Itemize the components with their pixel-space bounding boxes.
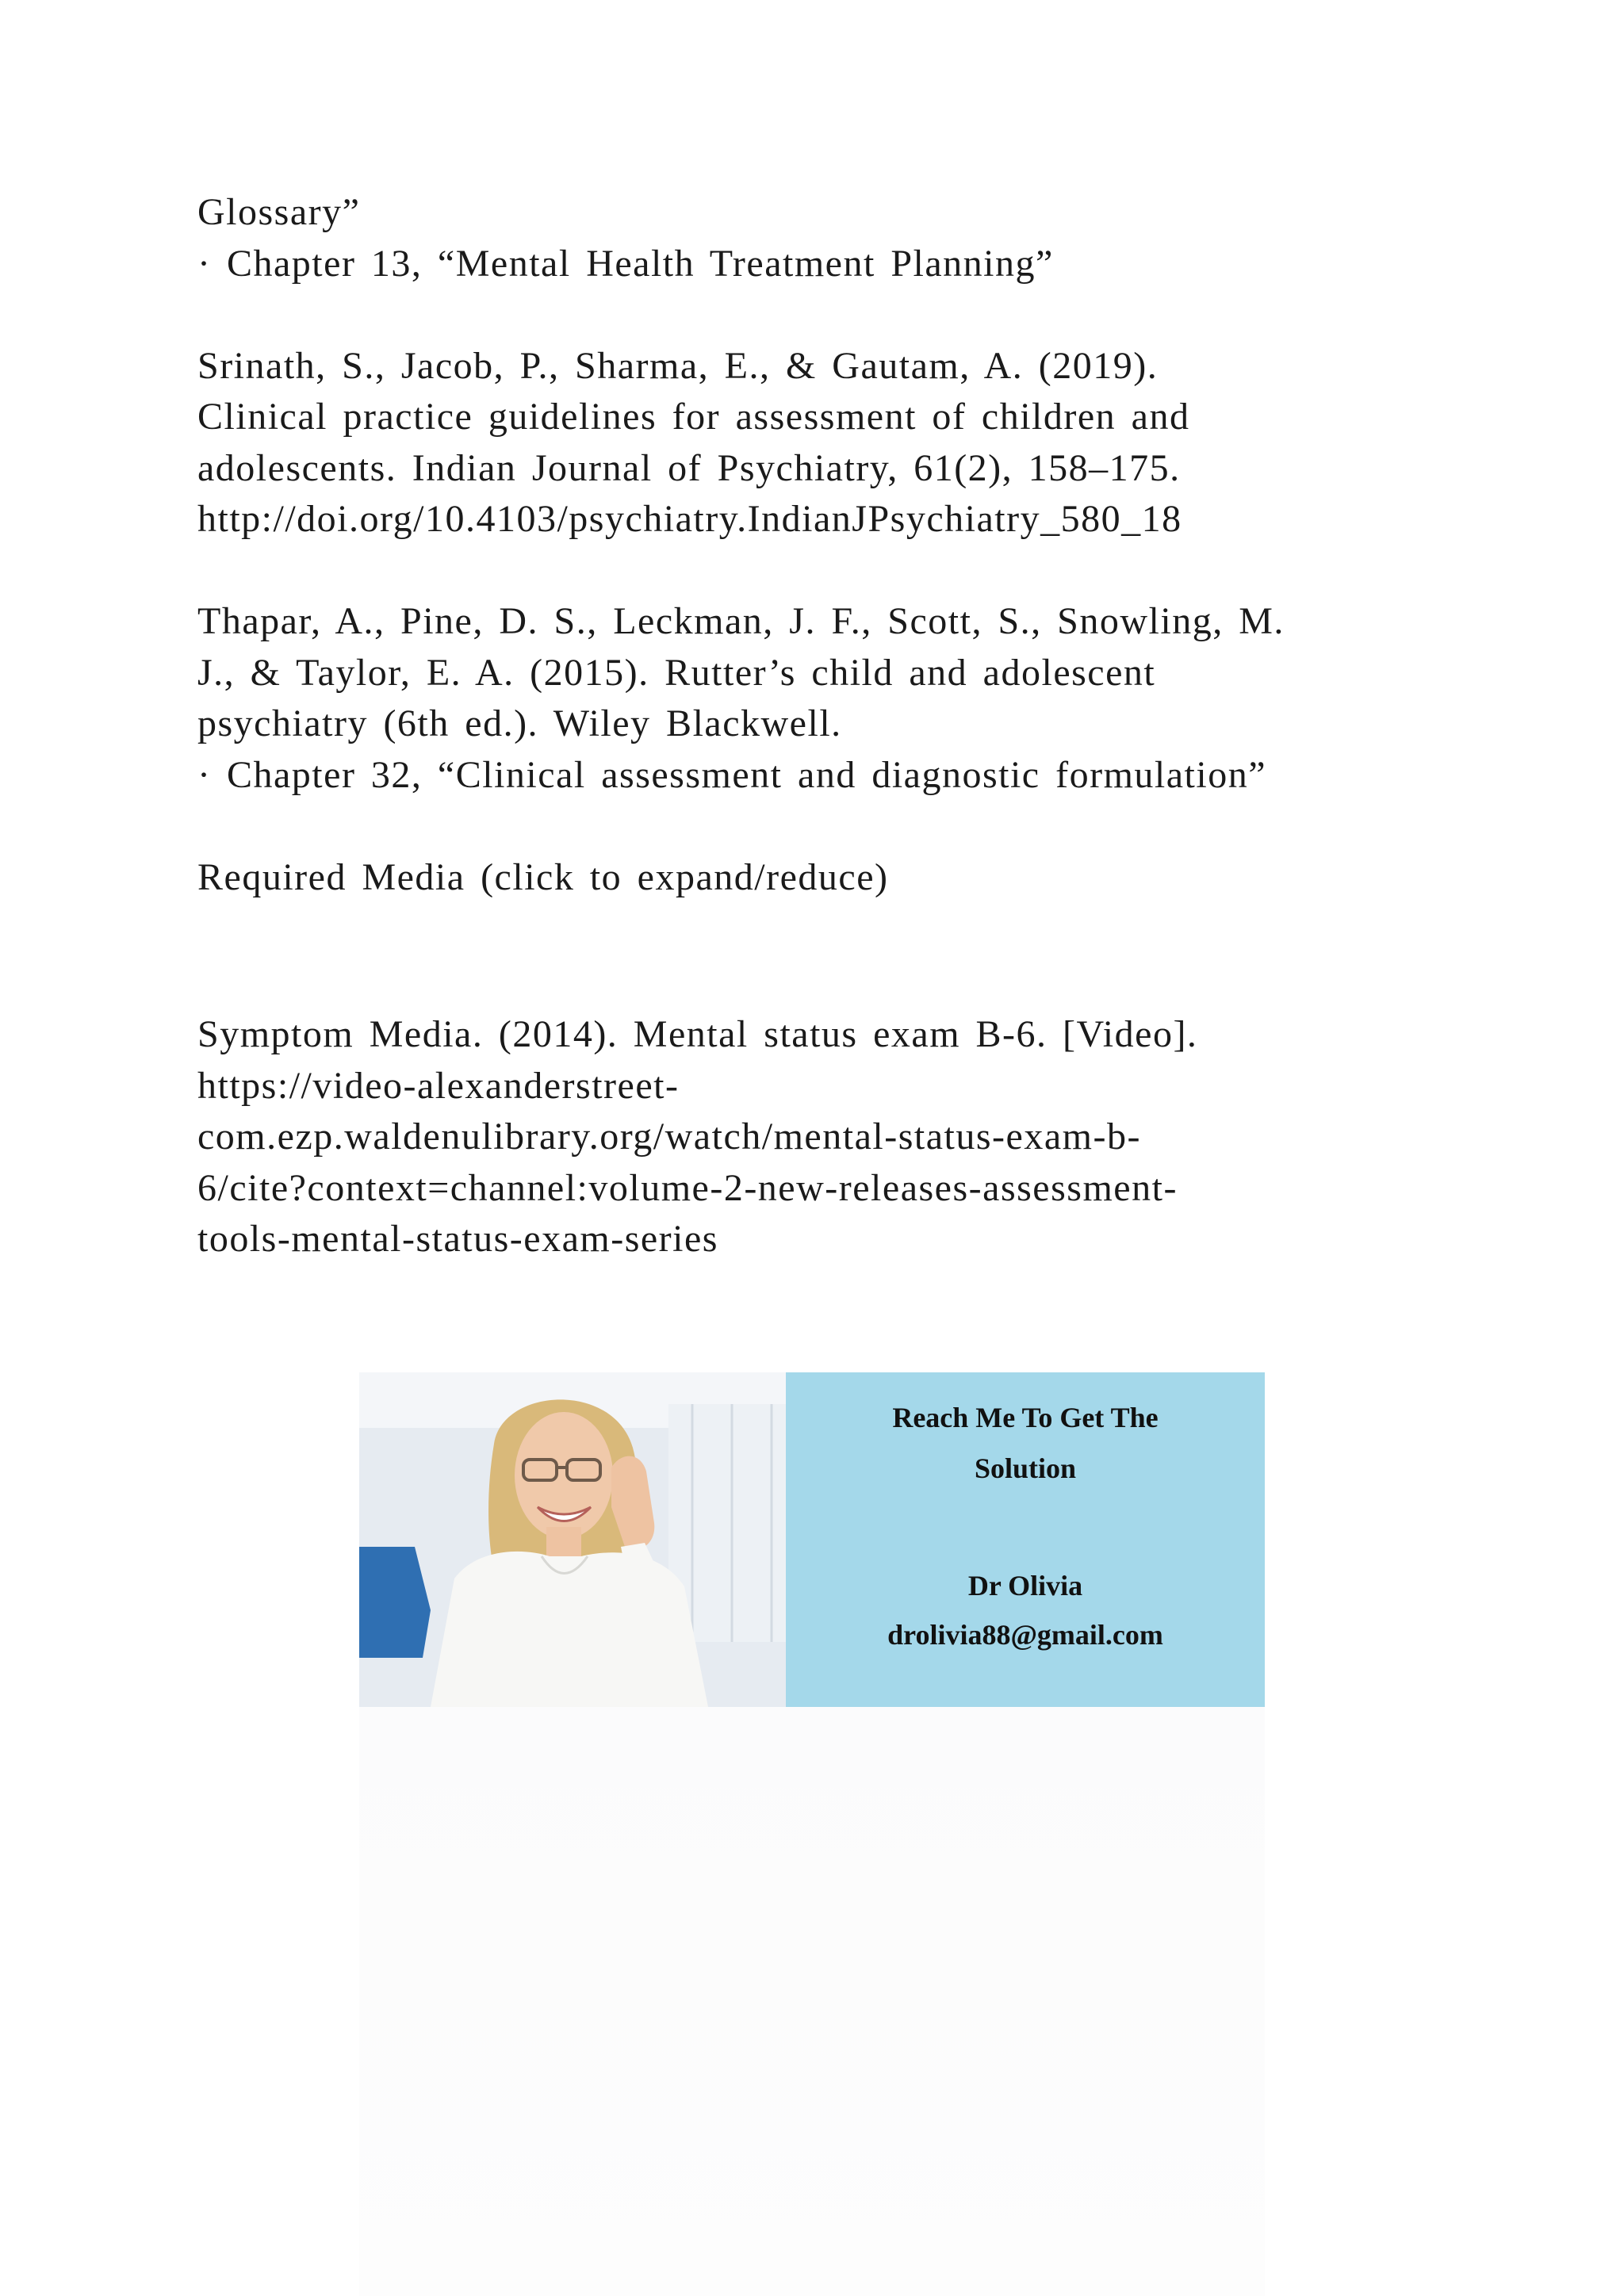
reference-symptom-media-url-4[interactable]: tools-mental-status-exam-series [197,1218,718,1260]
reference-symptom-media-line-1: Symptom Media. (2014). Mental status exam B-6. [Video]. [197,1013,1198,1055]
image-placeholder-area [359,1707,1265,2296]
document-text [197,187,1466,1265]
promo-headline-line-1: Reach Me To Get The [892,1402,1159,1433]
paragraph-gap [197,289,1466,341]
reference-srinath-line-1: Srinath, S., Jacob, P., Sharma, E., & Gautam, A. (2019). [197,344,1159,387]
required-media-heading[interactable]: Required Media (click to expand/reduce) [197,855,889,898]
reference-thapar-line-1: Thapar, A., Pine, D. S., Leckman, J. F., Scott, S., Snowling, M. [197,600,1285,642]
reference-thapar-line-3: psychiatry (6th ed.). Wiley Blackwell. [197,702,842,744]
text-line-chapter-13: · Chapter 13, “Mental Health Treatment Planning” [197,242,1054,285]
reference-symptom-media-url-3[interactable]: 6/cite?context=channel:volume-2-new-releases-assessment- [197,1166,1178,1209]
section-gap [197,903,1466,1009]
paragraph-gap [197,545,1466,597]
reference-srinath-line-2: Clinical practice guidelines for assessment of children and [197,396,1190,438]
reference-thapar-line-2: J., & Taylor, E. A. (2015). Rutter’s child and adolescent [197,651,1156,694]
text-line-glossary: Glossary” [197,191,361,233]
reference-srinath-line-3: adolescents. Indian Journal of Psychiatry, 61(2), 158–175. [197,446,1181,489]
promo-headline-line-2: Solution [974,1452,1077,1484]
promo-contact-name: Dr Olivia [967,1570,1083,1601]
paragraph-gap [197,801,1466,852]
promo-contact-email[interactable]: drolivia88@gmail.com [887,1619,1163,1651]
reference-symptom-media-url-1[interactable]: https://video-alexanderstreet- [197,1064,680,1107]
reference-srinath-doi-link[interactable]: http://doi.org/10.4103/psychiatry.IndianJPsychiatry_580_18 [197,498,1182,540]
contact-panel [786,1372,1265,1707]
promo-banner [359,1372,1265,1707]
reference-symptom-media-url-2[interactable]: com.ezp.waldenulibrary.org/watch/mental-status-exam-b- [197,1115,1141,1158]
reference-thapar-chapter-32: · Chapter 32, “Clinical assessment and diagnostic formulation” [197,753,1267,796]
woman-photo [359,1372,786,1707]
woman-photo-illustration [359,1372,786,1707]
